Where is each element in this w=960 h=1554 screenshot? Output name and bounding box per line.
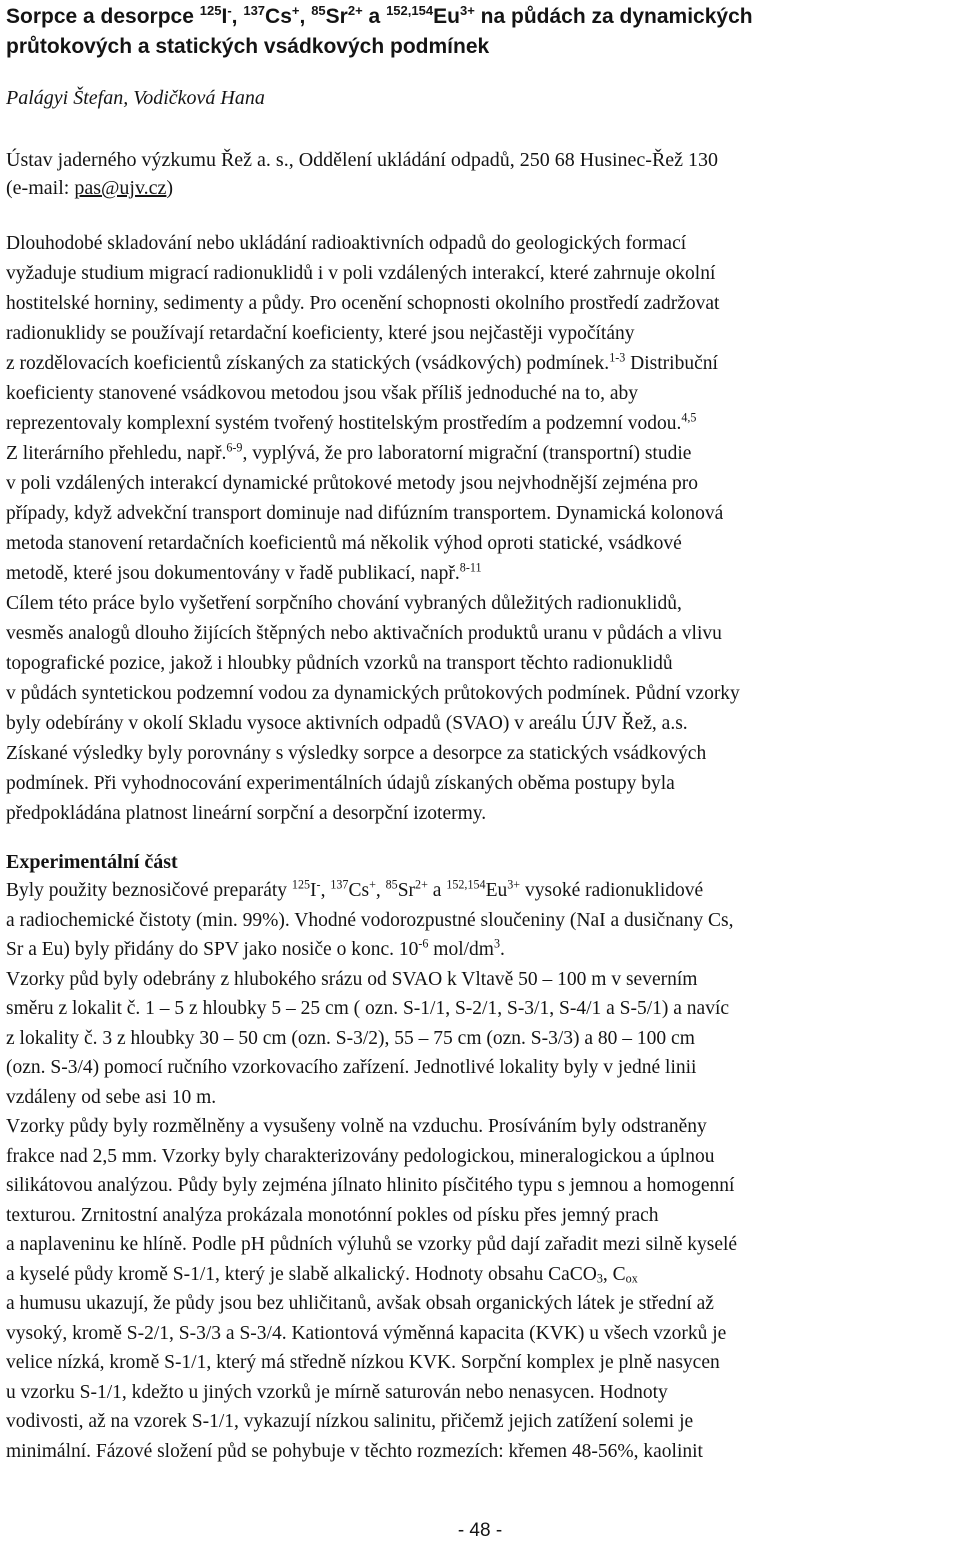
text-line: Dlouhodobé skladování nebo ukládání radioaktivních odpadů do geologických formací bbox=[6, 233, 687, 254]
text-line: topografické pozice, jakož i hloubky půdních vzorků na transport těchto radionuklidů bbox=[6, 653, 673, 674]
citation: 6-9 bbox=[226, 440, 243, 455]
text-line: reprezentovaly komplexní systém tvořený hostitelským prostředím a podzemní vodou.$^{4,5}$ bbox=[6, 410, 697, 434]
text-line: hostitelské horniny, sedimenty a půdy. Pro ocenění schopnosti okolního prostředí zadržovat bbox=[6, 293, 720, 314]
text-line: z lokality č. 3 z hloubky 30 – 50 cm (ozn. S-3/2), 55 – 75 cm (ozn. S-3/3) a 80 – 100 cm bbox=[6, 1027, 695, 1049]
text-line: koeficienty stanovené vsádkovou metodou jsou však příliš jednoduché na to, aby bbox=[6, 383, 638, 404]
intro-paragraph bbox=[6, 229, 954, 829]
text-line: Sr a Eu) byly přidány do SPV jako nosiče o konc. $10^{-6}$ mol/$dm^3$. bbox=[6, 936, 505, 960]
text-line: vysoký, kromě S-2/1, S-3/3 a S-3/4. Kationtová výměnná kapacita (KVK) u všech vzorků je bbox=[6, 1322, 727, 1344]
text-line: metodě, které jsou dokumentovány v řadě publikací, např.$^{8-11}$ bbox=[6, 560, 482, 584]
text-line: a kyselé půdy kromě S-1/1, který je slabě alkalický. Hodnoty obsahu CaCO$_3$, $C_{ox}$ bbox=[6, 1263, 638, 1285]
text-line: v poli vzdálených interakcí dynamické průtokové metody jsou nejvhodnější zejména pro bbox=[6, 473, 699, 494]
text-line: Cílem této práce bylo vyšetření sorpčního chování vybraných důležitých radionuklidů, bbox=[6, 593, 682, 614]
text-line: vzdáleny od sebe asi 10 m. bbox=[6, 1086, 217, 1108]
citation: 8-11 bbox=[459, 560, 482, 575]
title-line-2: průtokových a statických vsádkových podmínek bbox=[6, 35, 490, 58]
text-line: Byly použity beznosičové preparáty $^{125}$I-, $^{137}$Cs+, $^{85}Sr^{2+}$ a $^{152,154}Eu^{3+}$ vysoké radionuklidové bbox=[6, 877, 704, 901]
text-line: u vzorku S-1/1, kdežto u jiných vzorků je mírně saturován nebo nenasycen. Hodnoty bbox=[6, 1381, 668, 1403]
text-line: frakce nad 2,5 mm. Vzorky byly charakterizovány pedologickou, mineralogickou a úplnou bbox=[6, 1145, 715, 1167]
text-line: předpokládána platnost lineární sorpční a desorpční izotermy. bbox=[6, 803, 487, 824]
title-line-1: Sorpce a desorpce $^{125}$I-, $^{137}$Cs+, $^{85}Sr^{2+}$ a $^{152,154}Eu^{3+}$ na půdách za dynamických bbox=[6, 2, 753, 28]
text-line: velice nízká, kromě S-1/1, který má středně nízkou KVK. Sorpční komplex je plně nasycen bbox=[6, 1352, 720, 1373]
text-line: a humusu ukazují, že půdy jsou bez uhličitanů, avšak obsah organických látek je střední až bbox=[6, 1293, 714, 1314]
text-line: (ozn. S-3/4) pomocí ručního vzorkovacího zařízení. Jednotlivé lokality byly v jedné linii bbox=[6, 1057, 697, 1078]
citation: 4,5 bbox=[681, 410, 697, 425]
text-line: směru z lokalit č. 1 – 5 z hloubky 5 – 25 cm ( ozn. S-1/1, S-2/1, S-3/1, S-4/1 a S-5/1) a navíc bbox=[6, 998, 730, 1019]
text-line: v půdách syntetickou podzemní vodou za dynamických průtokových podmínek. Půdní vzorky bbox=[6, 683, 740, 704]
text-line: radionuklidy se používají retardační koeficienty, které jsou nejčastěji vypočítány bbox=[6, 323, 635, 344]
text-line: silikátovou analýzou. Půdy byly zejména jílnato hlinito písčitého typu s jemnou a homogenní bbox=[6, 1175, 735, 1196]
text-line: Vzorky půd byly odebrány z hlubokého srázu od SVAO k Vltavě 50 – 100 m v severním bbox=[6, 968, 698, 990]
affiliation bbox=[6, 146, 718, 202]
text-line: Z literárního přehledu, např.$^{6-9}$, vyplývá, že pro laboratorní migrační (transportní) studie bbox=[6, 440, 692, 464]
text-line: z rozdělovacích koeficientů získaných za statických (vsádkových) podmínek.$^{1-3}$ Distribuční bbox=[6, 350, 718, 374]
email-link[interactable]: pas@ujv.cz bbox=[74, 177, 167, 199]
text-line: vesměs analogů dlouho žijících štěpných nebo aktivačních produktů uranu v půdách a vlivu bbox=[6, 623, 722, 644]
text-line: vyžaduje studium migrací radionuklidů i v poli vzdálených interakcí, které zahrnuje okolní bbox=[6, 263, 716, 284]
text-line: podmínek. Při vyhodnocování experimentálních údajů získaných oběma postupy byla bbox=[6, 773, 675, 794]
text-line: texturou. Zrnitostní analýza prokázala monotónní pokles od písku přes jemný prach bbox=[6, 1204, 659, 1226]
affiliation-line: Ústav jaderného výzkumu Řež a. s., Oddělení ukládání odpadů, 250 68 Husinec-Řež 130 bbox=[6, 149, 719, 171]
email-line: (e-mail: pas@ujv.cz) bbox=[6, 177, 174, 199]
experimental-paragraph bbox=[6, 876, 954, 1466]
text-line: případy, když advekční transport dominuje nad difúzním transportem. Dynamická kolonová bbox=[6, 503, 724, 524]
text-line: a naplaveninu ke hlíně. Podle pH půdních výluhů se vzorky půd dají zařadit mezi silně kyselé bbox=[6, 1234, 738, 1255]
page-number: - 48 - bbox=[457, 1520, 503, 1541]
text-line: Vzorky půdy byly rozmělněny a vysušeny volně na vzduchu. Prosíváním byly odstraněny bbox=[6, 1116, 707, 1137]
paper-title bbox=[6, 2, 954, 62]
text-line: minimální. Fázové složení půd se pohybuje v těchto rozmezích: křemen 48-56%, kaolinit bbox=[6, 1440, 703, 1462]
authors: Palágyi Štefan, Vodičková Hana bbox=[6, 87, 265, 109]
text-line: a radiochemické čistoty (min. 99%). Vhodné vodorozpustné sloučeniny (NaI a dusičnany Cs, bbox=[6, 909, 734, 931]
citation: 1-3 bbox=[609, 350, 626, 365]
text-line: Získané výsledky byly porovnány s výsledky sorpce a desorpce za statických vsádkových bbox=[6, 743, 707, 764]
text-line: metoda stanovení retardačních koeficientů má několik výhod oproti statické, vsádkové bbox=[6, 533, 682, 554]
text-line: vodivosti, až na vzorek S-1/1, vykazují nízkou salinitu, přičemž jejich zatížení solemi je bbox=[6, 1411, 694, 1432]
section-heading: Experimentální část bbox=[6, 851, 178, 873]
text-line: byly odebírány v okolí Skladu vysoce aktivních odpadů (SVAO) v areálu ÚJV Řež, a.s. bbox=[6, 713, 688, 734]
